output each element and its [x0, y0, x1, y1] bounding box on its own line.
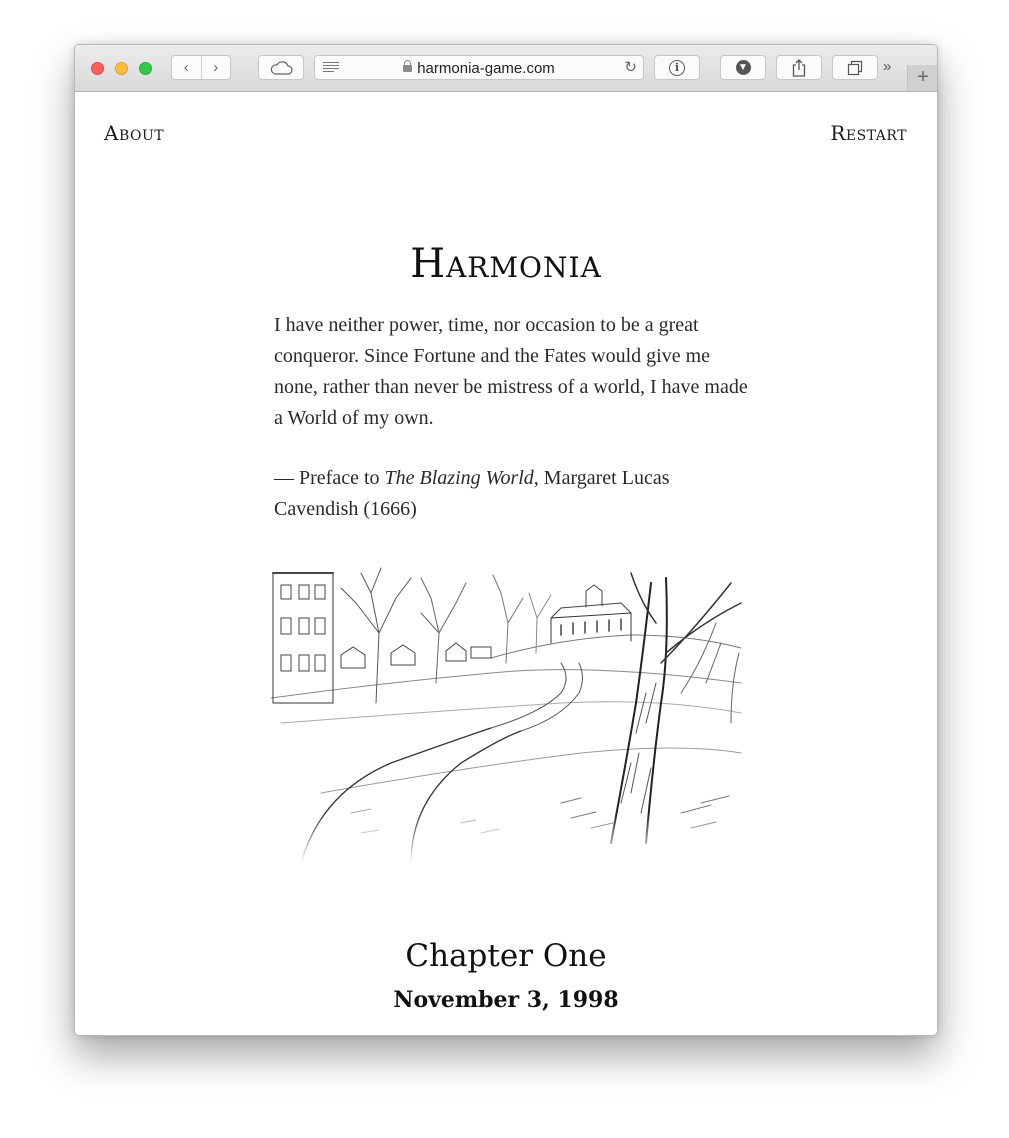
- tabs-icon: [847, 60, 863, 76]
- chapter-date: November 3, 1998: [393, 987, 619, 1013]
- chapter-heading: Chapter One: [405, 938, 607, 974]
- downloads-button[interactable]: [720, 55, 766, 80]
- page-title: Harmonia: [410, 241, 602, 287]
- about-link[interactable]: About: [104, 121, 165, 145]
- info-button[interactable]: [654, 55, 700, 80]
- download-icon: ▼: [736, 60, 751, 75]
- epigraph-quote: I have neither power, time, nor occasion to be a great conqueror. Since Fortune and the Fates would give me none, rather than never be mistress of a world, I have made a World of my own.: [274, 314, 748, 429]
- forward-button[interactable]: ›: [213, 59, 219, 76]
- cloud-icon: [269, 61, 293, 75]
- address-bar[interactable]: [314, 55, 644, 80]
- attribution-work: The Blazing World: [384, 467, 534, 489]
- history-nav: [171, 55, 231, 80]
- icloud-tabs-button[interactable]: [258, 55, 304, 80]
- more-toolbar-button[interactable]: »: [883, 58, 889, 75]
- show-tabs-button[interactable]: [832, 55, 878, 80]
- minimize-window-button[interactable]: [115, 62, 128, 75]
- attribution-suffix: , Margaret Lucas Cavendish (1666): [274, 467, 670, 520]
- browser-window: [74, 44, 938, 1036]
- lock-icon: [403, 65, 412, 72]
- back-button[interactable]: ‹: [183, 59, 189, 76]
- close-window-button[interactable]: [91, 62, 104, 75]
- browser-toolbar: [75, 45, 937, 92]
- restart-link[interactable]: Restart: [830, 121, 907, 145]
- info-icon: i: [669, 60, 685, 76]
- url-label: harmonia-game.com: [417, 60, 555, 77]
- campus-illustration: [261, 563, 751, 863]
- zoom-window-button[interactable]: [139, 62, 152, 75]
- url-text: [315, 60, 643, 77]
- share-button[interactable]: [776, 55, 822, 80]
- attribution-prefix: — Preface to: [274, 467, 385, 489]
- new-tab-button[interactable]: +: [907, 65, 938, 91]
- reload-icon[interactable]: ↻: [624, 59, 637, 76]
- share-icon: [792, 59, 806, 77]
- epigraph-attribution: [274, 463, 749, 525]
